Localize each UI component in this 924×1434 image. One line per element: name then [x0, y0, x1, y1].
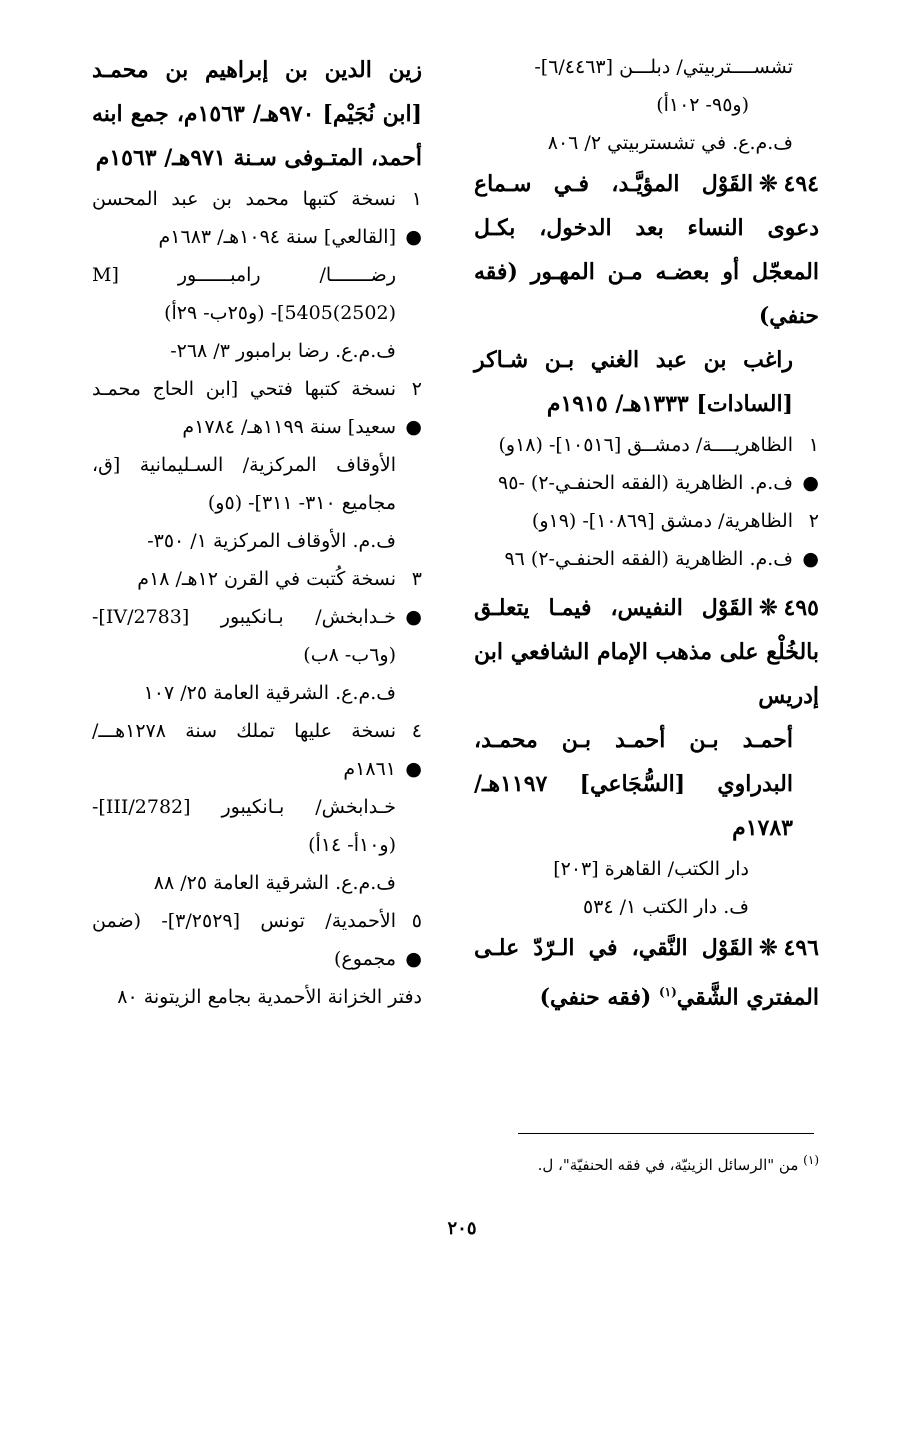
list-item: [92, 902, 422, 978]
entry-title-text: القَوْل النفيس، فيمـا يتعلـق بالخُلْع على مذهب الإمام الشافعي ابن إدريس: [474, 595, 819, 709]
list-item: [92, 560, 422, 628]
item-reference: ف.م.ع. رضا برامبور ٣/ ٢٦٨-: [170, 340, 396, 362]
author-heading: زين الدين بن إبراهيم بن محمـد [ابن نُجَيْم] ٩٧٠هـ/ ١٥٦٣م، جمع ابنه أحمد، المتـوفى سـنة ٩٧١هـ/ ١٥٦٣م: [92, 57, 422, 171]
holding-location: دار الكتب/ القاهرة [٢٠٣]: [553, 858, 749, 880]
continuation-line: (و٩٥- ١٠٢أ): [656, 94, 749, 116]
entry-title-text: القَوْل المؤيَّـد، فـي سـماع دعوى النساء بعد الدخول، بكـل المعجّل أو بعضـه مـن المهـور (فقه حنفي): [474, 171, 819, 329]
item-text: نسخة كُتبت في القرن ١٢هـ/ ١٨م: [137, 568, 396, 590]
item-reference: ف.م.ع. الشرقية العامة ٢٥/ ١٠٧: [143, 682, 396, 704]
item-reference: ف.م.ع. الشرقية العامة ٢٥/ ٨٨: [153, 872, 396, 894]
item-text: نسخة كتبها محمد بن عبد المحسن [القالعي] سنة ١٠٩٤هـ/ ١٦٨٣م: [92, 188, 396, 248]
item-number: ٤ ●: [405, 720, 422, 780]
holding-location: خـدابخش/ بـانكيبور [2783/IV]- (و٦ب- ٨ب): [92, 606, 396, 666]
star-icon: ❊: [759, 171, 778, 197]
list-item: [92, 180, 422, 256]
item-number: ٢ ●: [802, 510, 819, 570]
item-reference: ف.م. الظاهرية (الفقه الحنفـي-٢) -٩٥: [498, 472, 793, 494]
continuation-line: تشســــتربيتي/ دبلـــن [٦/٤٤٦٣]-: [534, 56, 793, 78]
item-reference: ف.م. الأوقاف المركزية ١/ ٣٥٠-: [147, 530, 396, 552]
continuation-reference: ف.م.ع. في تشستربيتي ٢/ ٨٠٦: [547, 132, 793, 154]
item-text: الأحمدية/ تونس [٣/٢٥٢٩]- (ضمن مجموع): [92, 910, 396, 970]
item-text: الظاهريــــة/ دمشــق [١٠٥١٦]- (١٨و): [498, 434, 793, 456]
item-text: الظاهرية/ دمشق [١٠٨٦٩]- (١٩و): [531, 510, 793, 532]
item-number: ٢ ●: [405, 378, 422, 438]
star-icon: ❊: [759, 595, 778, 621]
right-column: [474, 48, 819, 1019]
item-number: ٥ ●: [405, 910, 422, 970]
footnote-mark: (١): [803, 1153, 819, 1167]
entry-495-title: [474, 586, 819, 718]
left-column: [92, 48, 422, 1016]
page-number: ٢٠٥: [447, 1218, 477, 1239]
item-text: نسخة كتبها فتحي [ابن الحاج محمـد سعيد] سنة ١١٩٩هـ/ ١٧٨٤م: [92, 378, 396, 438]
star-icon: ❊: [759, 935, 778, 961]
entry-number: ٤٩٤: [783, 171, 819, 197]
footnote-text: من "الرسائل الزينيّة، في فقه الحنفيّة"، ل.: [537, 1156, 799, 1174]
footnote-mark[interactable]: (١): [658, 985, 677, 999]
holding-location: خـدابخش/ بـانكيبور [2782/III]- (و١٠أ- ١٤أ): [92, 796, 396, 856]
entry-494-author: راغب بن عبد الغني بـن شـاكر [السادات] ١٣٣٣هـ/ ١٩١٥م: [474, 347, 793, 417]
item-text: نسخة عليها تملك سنة ١٢٧٨هـــ/ ١٨٦١م: [92, 720, 396, 780]
item-number: ٣ ●: [405, 568, 422, 628]
entry-number: ٤٩٦: [783, 935, 819, 961]
entry-title-text: القَوْل النَّقي، في الـرّدّ علـى المفتري الشَّقي: [474, 935, 819, 1011]
holding-location: رضـــــــا/ رامبــــــور [M 5405(2502)]- (و٢٥ب- ٢٩أ): [92, 264, 396, 324]
footnote-divider: [518, 1133, 814, 1134]
list-item: [92, 370, 422, 446]
entry-subject: (فقه حنفي): [539, 984, 652, 1011]
entry-494-title: [474, 162, 819, 338]
footnote: [474, 1148, 819, 1177]
item-reference: دفتر الخزانة الأحمدية بجامع الزيتونة ٨٠: [117, 986, 422, 1008]
entry-496-title: [474, 926, 819, 1019]
item-reference: ف. دار الكتب ١/ ٥٣٤: [582, 896, 749, 918]
item-reference: ف.م. الظاهرية (الفقه الحنفـي-٢) ٩٦: [504, 548, 793, 570]
entry-495-author: أحمـد بـن أحمـد بـن محمـد، البدراوي [السُّجَاعي] ١١٩٧هـ/ ١٧٨٣م: [474, 727, 793, 841]
entry-number: ٤٩٥: [783, 595, 819, 621]
item-number: ١ ●: [802, 434, 819, 494]
item-number: ١ ●: [405, 188, 422, 248]
holding-location: الأوقاف المركزية/ السـليمانية [ق، مجاميع ٣١٠- ٣١١]- (٥و): [92, 454, 396, 514]
list-item: [92, 712, 422, 788]
